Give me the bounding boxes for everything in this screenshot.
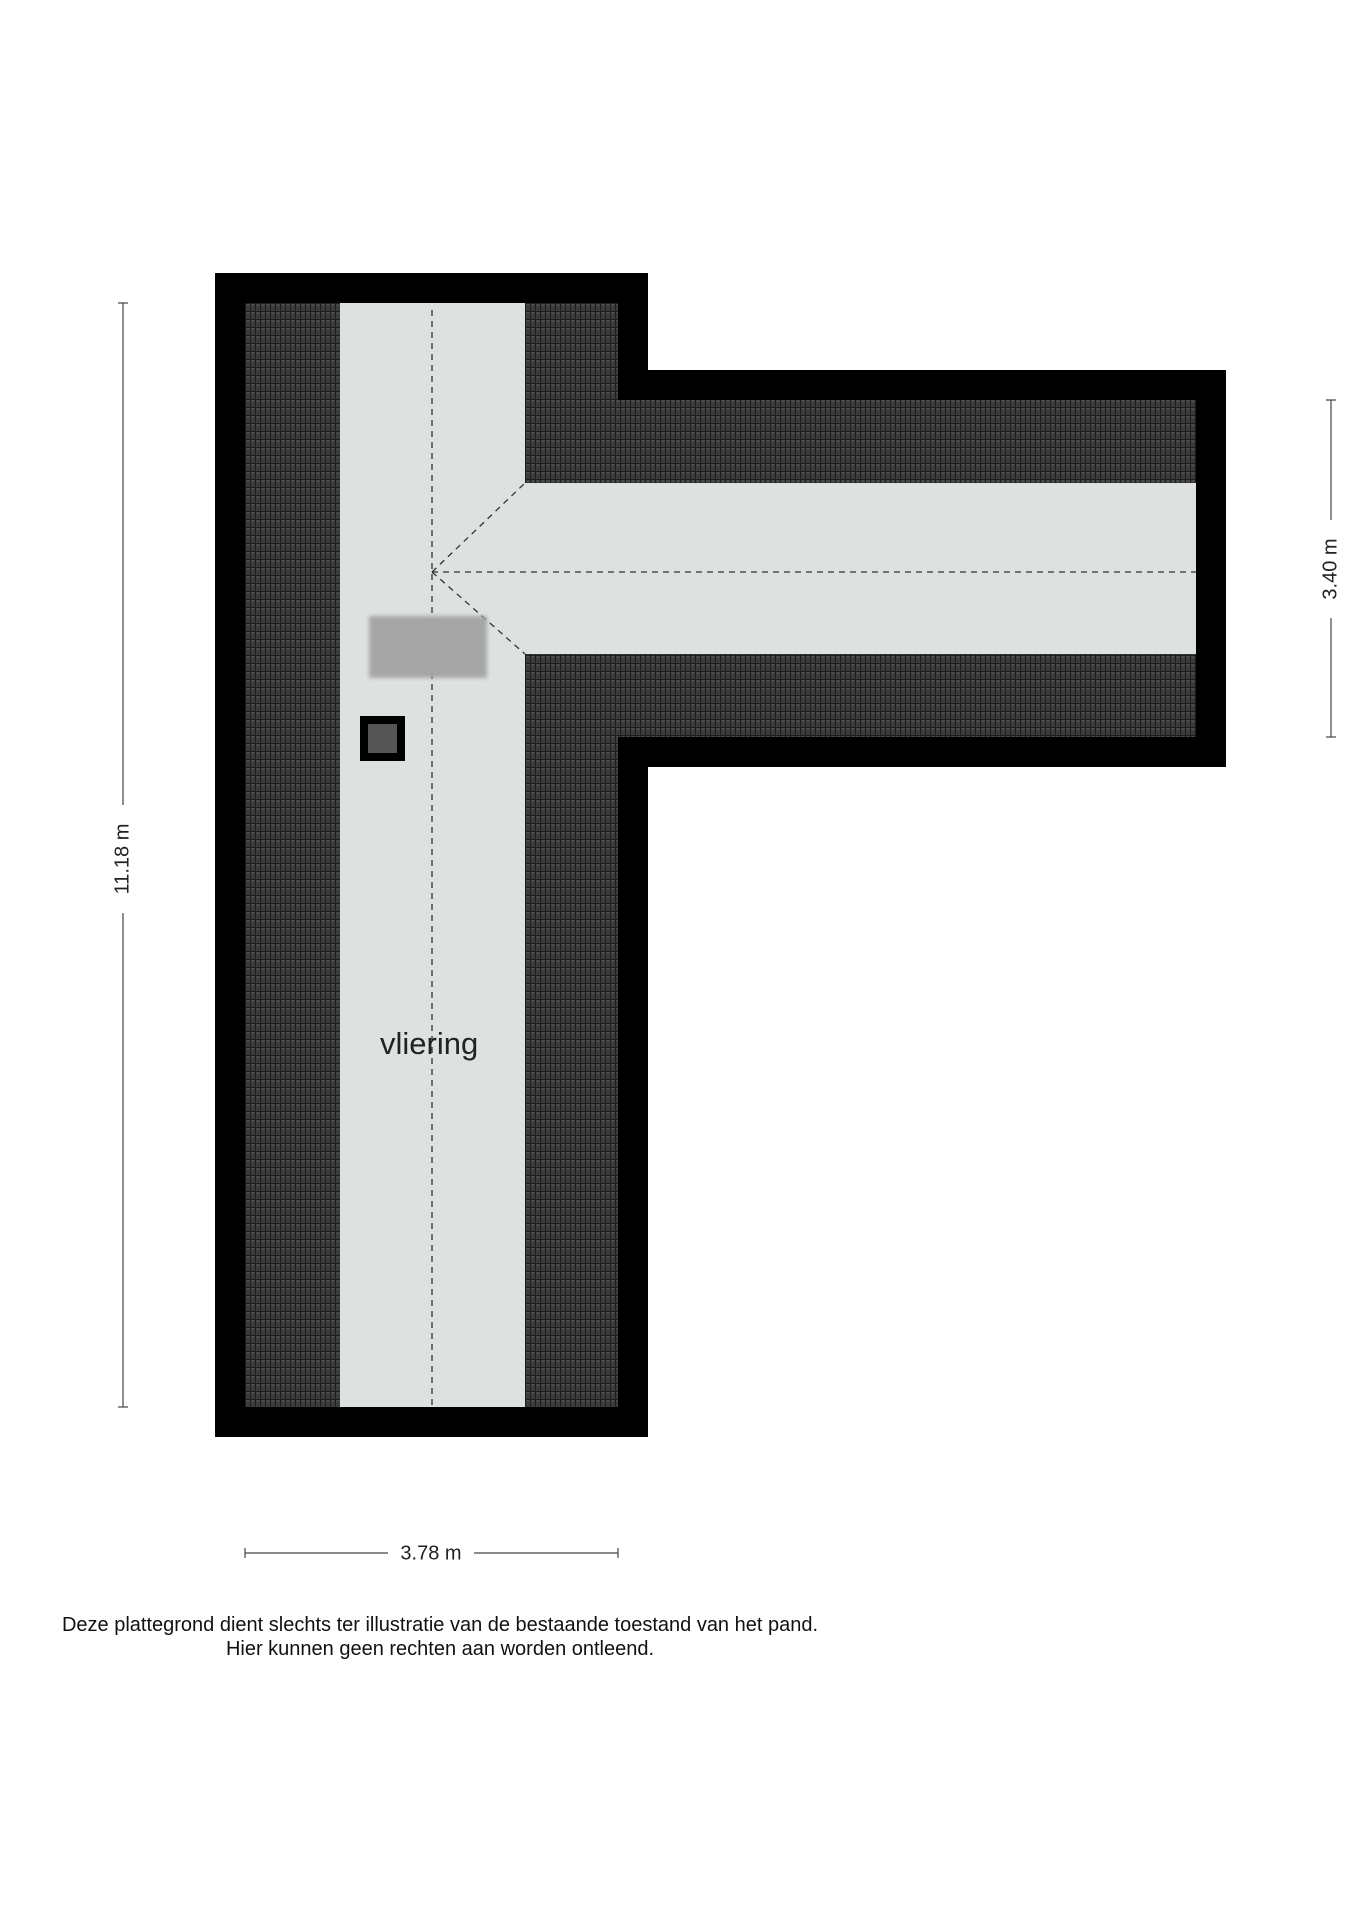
disclaimer-line-1: Deze plattegrond dient slechts ter illustratie van de bestaande toestand van het pand. [61,1614,819,1636]
width-dimension-label: 3.78 m [400,1542,462,1565]
disclaimer-line-2: Hier kunnen geen rechten aan worden ontleend. [225,1638,655,1660]
chimney-inner [368,724,397,753]
wing-dimension-label: 3.40 m [1319,538,1342,600]
room-label: vliering [380,1026,479,1061]
height-dimension-label: 11.18 m [111,823,134,895]
roof-hatch [369,616,487,678]
disclaimer [0,1613,880,1661]
